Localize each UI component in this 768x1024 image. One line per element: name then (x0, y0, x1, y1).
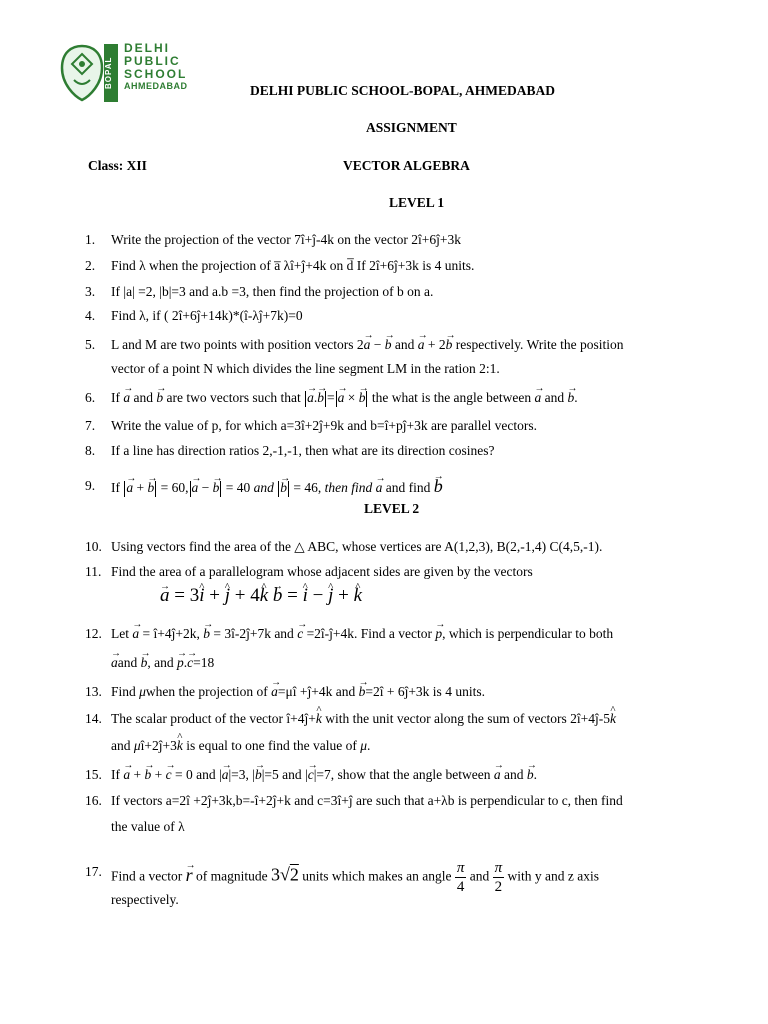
q-number: 6. (85, 390, 96, 405)
q-number: 1. (85, 232, 96, 247)
q-number: 8. (85, 443, 96, 458)
question-list (85, 0, 725, 1024)
q-number: 16. (85, 793, 102, 808)
q-number: 14. (85, 711, 102, 726)
q-number: 4. (85, 308, 96, 323)
q11-vectors: → a = 3^ i + ^ j + 4^ k → b = ^ i − ^ j + ^ k (160, 587, 362, 605)
q-text-cont: → aand → b, and → p.→ c=18 (111, 654, 214, 672)
q-text: Write the value of p, for which a=3î+2ĵ+9k and b=î+pĵ+3k are parallel vectors. (111, 418, 538, 433)
logo-line1: DELHI (124, 41, 170, 55)
q-text: L and M are two points with position vectors 2→ a − → b and → a + 2→ b respectively. Write the position (111, 336, 624, 354)
question-17 (85, 845, 725, 915)
q-text: If → a + → b + → c = 0 and |→ a|=3, |→ b|=5 and |→ c|=7, show that the angle between → a and → b. (111, 766, 537, 784)
q-number: 7. (85, 418, 96, 433)
logo-bopal-band: BOPAL (104, 44, 118, 102)
q-text: Find the area of a parallelogram whose adjacent sides are given by the vectors (111, 564, 533, 579)
q-number: 3. (85, 284, 96, 299)
q-text: Let → a = î+4ĵ+2k, → b = 3î-2ĵ+7k and → c =2î-ĵ+4k. Find a vector → p, which is perpendicular to both (111, 625, 613, 643)
q-text: If → a + → b = 60,→ a − → b = 40 and → b = 46, then find → a and find → b (111, 477, 443, 497)
q-number: 5. (85, 337, 96, 352)
q-text: Find a vector → r of magnitude 3√2 units which makes an angle $\frac{\pi}{4}$ and $\frac{\pi}{2}$ with y and z axis (111, 859, 599, 896)
q-number: 12. (85, 626, 102, 641)
q-number: 15. (85, 767, 102, 782)
q-text: Using vectors find the area of the △ ABC, whose vertices are A(1,2,3), B(2,-1,4) C(4,5,-1). (111, 539, 603, 554)
q-text: If a line has direction ratios 2,-1,-1, then what are its direction cosines? (111, 443, 495, 458)
q-number: 11. (85, 564, 102, 579)
logo-line4: AHMEDABAD (124, 81, 188, 91)
q-text-cont: respectively. (111, 892, 179, 907)
logo-line2: PUBLIC (124, 54, 181, 68)
class-label: Class: XII (88, 158, 147, 173)
q-number: 9. (85, 478, 96, 493)
q-text: The scalar product of the vector î+4ĵ+^ k with the unit vector along the sum of vectors 2î+4ĵ-5^ k (111, 710, 616, 728)
q-text-cont: vector of a point N which divides the line segment LM in the ration 2:1. (111, 361, 500, 376)
q-text: If → a and → b are two vectors such that → a.→ b =→ a × → b the what is the angle between → a and → b. (111, 389, 578, 407)
q-text: Find λ when the projection of a̅ λî+ĵ+4k on d̅ If 2î+6ĵ+3k is 4 units. (111, 258, 475, 273)
logo-line3: SCHOOL (124, 67, 188, 81)
q-text: If |a| =2, |b|=3 and a.b =3, then find the projection of b on a. (111, 284, 434, 299)
q-text: Find λ, if ( 2î+6ĵ+14k)*(î-λĵ+7k)=0 (111, 308, 303, 323)
q-text-cont: the value of λ (111, 819, 185, 834)
school-name: DELHI PUBLIC SCHOOL-BOPAL, AHMEDABAD (250, 83, 556, 98)
q-text-cont: and μî+2ĵ+3^ k is equal to one find the value of μ. (111, 737, 370, 755)
q-number: 17. (85, 864, 102, 879)
q-number: 10. (85, 539, 102, 554)
q-text: Find μwhen the projection of → a=μî +ĵ+4k and → b=2î + 6ĵ+3k is 4 units. (111, 683, 485, 701)
assignment-title: ASSIGNMENT (366, 120, 457, 135)
q-text: Write the projection of the vector 7î+ĵ-4k on the vector 2î+6ĵ+3k (111, 232, 461, 247)
level2-heading: LEVEL 2 (364, 501, 420, 516)
level1-heading: LEVEL 1 (389, 195, 445, 210)
q-text: If vectors a=2î +2ĵ+3k,b=-î+2ĵ+k and c=3î+ĵ are such that a+λb is perpendicular to c, then find (111, 793, 623, 808)
q-number: 2. (85, 258, 96, 273)
subject-title: VECTOR ALGEBRA (343, 158, 470, 173)
q-number: 13. (85, 684, 102, 699)
